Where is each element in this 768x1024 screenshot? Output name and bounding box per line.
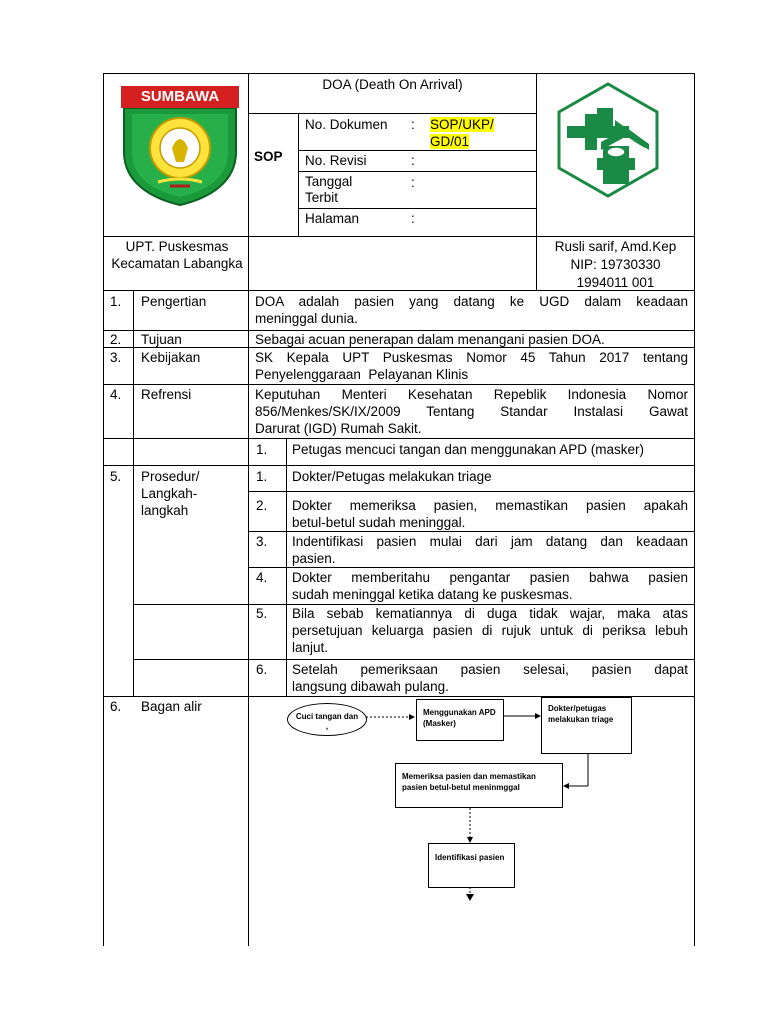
tanggal-line: Tanggal: [305, 174, 353, 189]
divider: [133, 659, 695, 660]
sumbawa-emblem: [118, 82, 242, 207]
terbit-line: Terbit: [305, 190, 339, 205]
flow-node-memeriksa: Memeriksa pasien dan memastikan pasien betul-betul meninmggal: [395, 763, 563, 808]
step-3-line-1: Indentifikasi pasien mulai dari jam datang dan keadaan: [292, 534, 688, 549]
divider: [133, 290, 134, 696]
section-1-label: Pengertian: [141, 294, 207, 309]
prosedur-line-2: Langkah-: [141, 486, 198, 501]
flow-node-triage: Dokter/petugas melakukan triage: [541, 697, 632, 754]
field-halaman-sep: :: [411, 211, 415, 226]
section-1-text: [255, 293, 688, 327]
step-6-line-2: langsung dibawah pulang.: [292, 679, 449, 694]
step-1-number: 1.: [256, 469, 268, 484]
divider: [103, 384, 695, 385]
doc-number-line-1: SOP/UKP/: [430, 117, 494, 132]
divider: [248, 567, 695, 568]
field-no-dokumen-sep: :: [411, 117, 415, 132]
signer-nip-1: NIP: 19730330: [570, 257, 661, 272]
section-3-number: 3.: [110, 350, 122, 365]
border-right: [694, 73, 695, 946]
section-2-text: Sebagai acuan penerapan dalam menangani pasien DOA.: [255, 332, 605, 347]
divider: [298, 171, 537, 172]
prosedur-line-1: Prosedur/: [141, 469, 200, 484]
section-4-label: Refrensi: [141, 387, 192, 402]
flow-node-1-text: Cuci tangan dan: [295, 712, 359, 721]
pre-step-number: 1.: [256, 442, 268, 457]
section-1-line-1: DOA adalah pasien yang datang ke UGD dalam keadaan: [255, 294, 688, 309]
field-no-dokumen-value: [430, 116, 494, 150]
step-2-number: 2.: [256, 498, 268, 513]
step-5-line-1: Bila sebab kematiannya di duga tidak wajar, maka atas: [292, 606, 688, 621]
field-no-dokumen-label: No. Dokumen: [305, 117, 388, 132]
document-title: DOA (Death On Arrival): [322, 77, 463, 92]
step-2-line-2: betul-betul sudah meninggal.: [292, 515, 466, 530]
section-3-text: [255, 349, 688, 383]
prosedur-line-3: langkah: [141, 503, 189, 518]
section-4-number: 4.: [110, 387, 122, 402]
section-2-label: Tujuan: [141, 332, 182, 347]
section-4-line-2: 856/Menkes/SK/IX/2009 Tentang Standar Instalasi Gawat: [255, 404, 688, 419]
signer-nip-2: 1994011 001: [576, 275, 655, 290]
section-3-label: Kebijakan: [141, 350, 201, 365]
doc-number-line-2: GD/01: [430, 134, 470, 149]
section-3-line-2: Penyelenggaraan Pelayanan Klinis: [255, 367, 469, 382]
divider: [248, 491, 695, 492]
step-5-text: [292, 605, 688, 656]
step-3-line-2: pasien.: [292, 551, 336, 566]
section-1-line-2: meninggal dunia.: [255, 311, 358, 326]
section-4-text: [255, 386, 688, 437]
step-4-number: 4.: [256, 570, 268, 585]
divider: [248, 113, 537, 114]
divider: [298, 208, 537, 209]
field-tanggal-label: [305, 174, 352, 206]
field-tanggal-sep: :: [411, 175, 415, 190]
step-6-number: 6.: [256, 662, 268, 677]
section-5-label: [141, 468, 200, 519]
section-3-line-1: SK Kepala UPT Puskesmas Nomor 45 Tahun 2017 tentang: [255, 350, 688, 365]
step-4-line-2: sudah meninggal ketika datang ke puskesmas.: [292, 587, 573, 602]
puskesmas-logo: [553, 80, 663, 200]
section-4-line-3: Darurat (IGD) Rumah Sakit.: [255, 421, 422, 436]
section-6-label: Bagan alir: [141, 699, 202, 714]
section-5-number: 5.: [110, 469, 122, 484]
signer-name: Rusli sarif, Amd.Kep: [554, 239, 677, 254]
section-6-number: 6.: [110, 699, 122, 714]
step-4-text: [292, 569, 688, 603]
border-top: [103, 73, 695, 74]
step-3-text: [292, 533, 688, 567]
sumbawa-label: SUMBAWA: [140, 88, 220, 105]
step-2-line-1: Dokter memeriksa pasien, memastikan pasien apakah: [292, 498, 688, 513]
sop-label: SOP: [254, 149, 283, 164]
organization-name: UPT. Puskesmas Kecamatan Labangka: [111, 239, 243, 271]
section-1-number: 1.: [110, 294, 122, 309]
step-5-line-2: persetujuan keluarga pasien di rujuk untuk di periksa lebuh: [292, 623, 688, 638]
divider: [103, 236, 695, 237]
divider: [298, 113, 299, 236]
step-3-number: 3.: [256, 534, 268, 549]
flow-node-identifikasi: Identifikasi pasien: [428, 843, 515, 888]
field-halaman-label: Halaman: [305, 211, 360, 226]
step-2-text: [292, 497, 688, 531]
step-4-line-1: Dokter memberitahu pengantar pasien bahwa pasien: [292, 570, 688, 585]
step-1-text: Dokter/Petugas melakukan triage: [292, 469, 492, 484]
divider: [103, 438, 695, 439]
puskesmas-cross-icon: [553, 80, 663, 200]
step-6-text: [292, 661, 688, 695]
step-5-number: 5.: [256, 606, 268, 621]
divider: [298, 150, 537, 151]
field-no-revisi-sep: :: [411, 153, 415, 168]
field-no-revisi-label: No. Revisi: [305, 153, 367, 168]
divider: [248, 531, 695, 532]
section-2-number: 2.: [110, 332, 122, 347]
pre-step-text: Petugas mencuci tangan dan menggunakan APD (masker): [292, 442, 644, 457]
divider: [103, 465, 695, 466]
flow-node-1-text-b: ,: [325, 722, 329, 731]
section-4-line-1: Keputuhan Menteri Kesehatan Repeblik Indonesia Nomor: [255, 387, 688, 402]
step-5-line-3: lanjut.: [292, 640, 329, 655]
step-6-line-1: Setelah pemeriksaan pasien selesai, pasien dapat: [292, 662, 688, 677]
flow-node-cuci-tangan: [287, 703, 367, 736]
border-left: [103, 73, 104, 946]
flow-node-apd: Menggunakan APD (Masker): [416, 699, 504, 741]
